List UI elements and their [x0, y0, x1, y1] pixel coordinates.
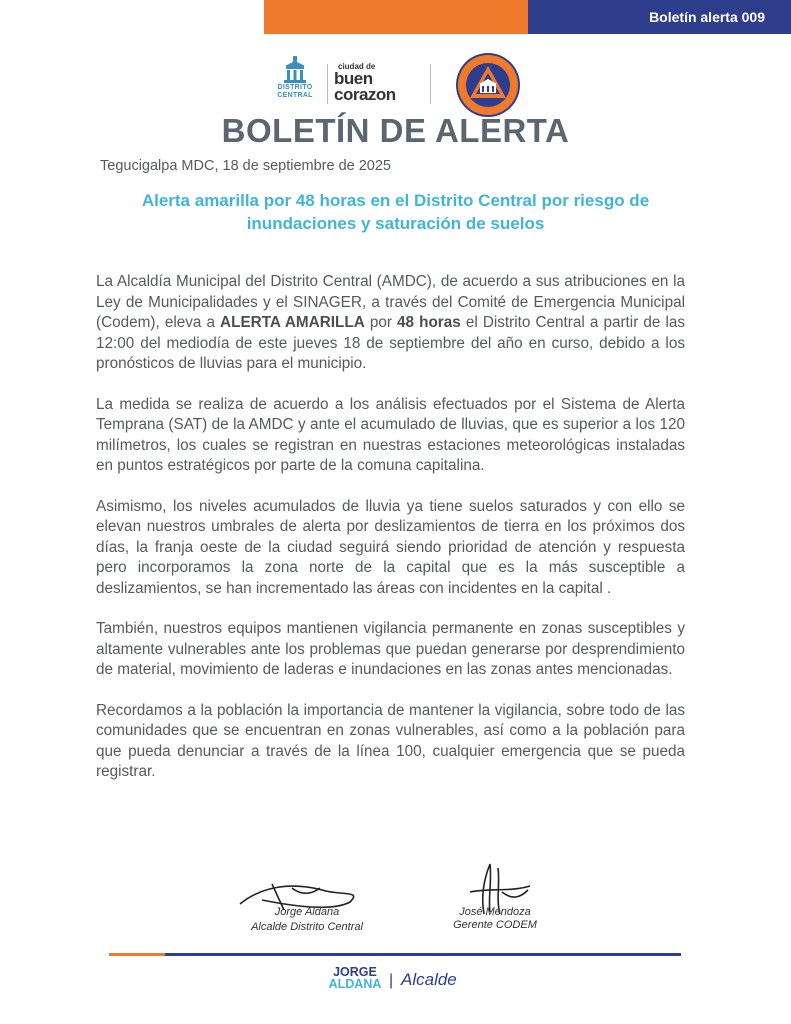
strip-segment-orange — [264, 0, 528, 34]
bulletin-body — [96, 272, 685, 803]
paragraph-1 — [96, 272, 685, 375]
footer-rule-navy — [165, 953, 681, 956]
footer-brand — [322, 966, 482, 996]
distrito-central-logo — [268, 56, 322, 106]
buen-corazon-logo — [334, 62, 424, 106]
top-color-strip — [0, 0, 791, 34]
paragraph-1-text: La Alcaldía Municipal del Distrito Central (AMDC), de acuerdo a sus atribuciones en la Ley de Municipalidades y el SINAGER, a través del Comité de Emergencia Municipal (Codem), eleva a — [96, 273, 685, 331]
alert-level: ALERTA AMARILLA — [220, 314, 365, 331]
logo-row — [0, 52, 791, 118]
bulletin-number: Boletín alerta 009 — [649, 9, 765, 25]
signature-role: Alcalde Distrito Central — [251, 921, 363, 933]
paragraph-3: Asimismo, los niveles acumulados de lluvia ya tiene suelos saturados y con ello se elevan nuestros umbrales de alerta por deslizamientos de tierra en los próximos dos días, la franja oeste de la ciudad seguirá siendo prioridad de atención y respuesta pero incorporamos la zona norte de la capital que es la más susceptible a deslizamientos, se han incrementado las áreas con incidentes en la capital . — [96, 497, 685, 597]
logo-divider — [430, 64, 431, 104]
footer-name — [322, 966, 388, 990]
strip-segment-white — [0, 0, 264, 34]
signature-name: Jorge Aldana — [274, 906, 340, 918]
page-title: BOLETÍN DE ALERTA — [221, 112, 570, 149]
distrito-central-line2: CENTRAL — [277, 92, 313, 99]
signature-name: José Mendoza — [459, 906, 531, 918]
footer-last-name: ALDANA — [328, 977, 382, 991]
paragraph-1-text: el Distrito Central a partir de las 12:00 del mediodía de este jueves 18 de septiembre del año en curso, debido a los pronósticos de lluvias para el municipio. — [96, 314, 686, 372]
signature-block-mayor — [232, 876, 382, 938]
footer-rule-orange — [109, 953, 165, 956]
paragraph-4: También, nuestros equipos mantienen vigilancia permanente en zonas susceptibles y altamente vulnerables ante los problemas que puedan generarse por desprendimiento de material, movimiento de laderas e inundaciones en las zonas antes mencionadas. — [96, 620, 685, 678]
paragraph-2: La medida se realiza de acuerdo a los análisis efectuados por el Sistema de Alerta Temprana (SAT) de la AMDC y ante el acumulado de lluvias, que es superior a los 120 milímetros, los cuales se registran en nuestras estaciones meteorológicas instaladas en puntos estratégicos por parte de la comuna capitalina. — [96, 395, 685, 474]
buen-corazon-small: ciudad de — [338, 62, 376, 71]
bulletin-subtitle: Alerta amarilla por 48 horas en el Distrito Central por riesgo de inundaciones y saturación de suelos — [141, 191, 650, 233]
footer-first-name: JORGE — [333, 965, 377, 979]
buen-corazon-line1: buen — [334, 69, 373, 88]
signature-block-manager — [440, 862, 550, 934]
paragraph-5: Recordamos a la población la importancia de mantener la vigilancia, sobre todo de las comunidades que se encuentran en zonas vulnerables, así como a la población para que pueda denunciar a través de la línea 100, cualquier emergencia que se pueda registrar. — [96, 701, 685, 780]
codem-seal-icon — [452, 52, 524, 118]
codem-logo — [452, 52, 524, 118]
distrito-central-line1: DISTRITO — [277, 84, 313, 91]
city-hall-icon — [282, 56, 308, 84]
buen-corazon-line2: corazon — [334, 85, 396, 104]
footer-separator: | — [389, 972, 394, 989]
signature-role: Gerente CODEM — [453, 919, 537, 931]
dateline: Tegucigalpa MDC, 18 de septiembre de 2025 — [100, 158, 391, 174]
footer-role: Alcalde — [401, 970, 457, 989]
alert-duration: 48 horas — [397, 314, 461, 331]
logo-divider — [327, 64, 328, 104]
paragraph-1-text: por — [364, 314, 398, 331]
